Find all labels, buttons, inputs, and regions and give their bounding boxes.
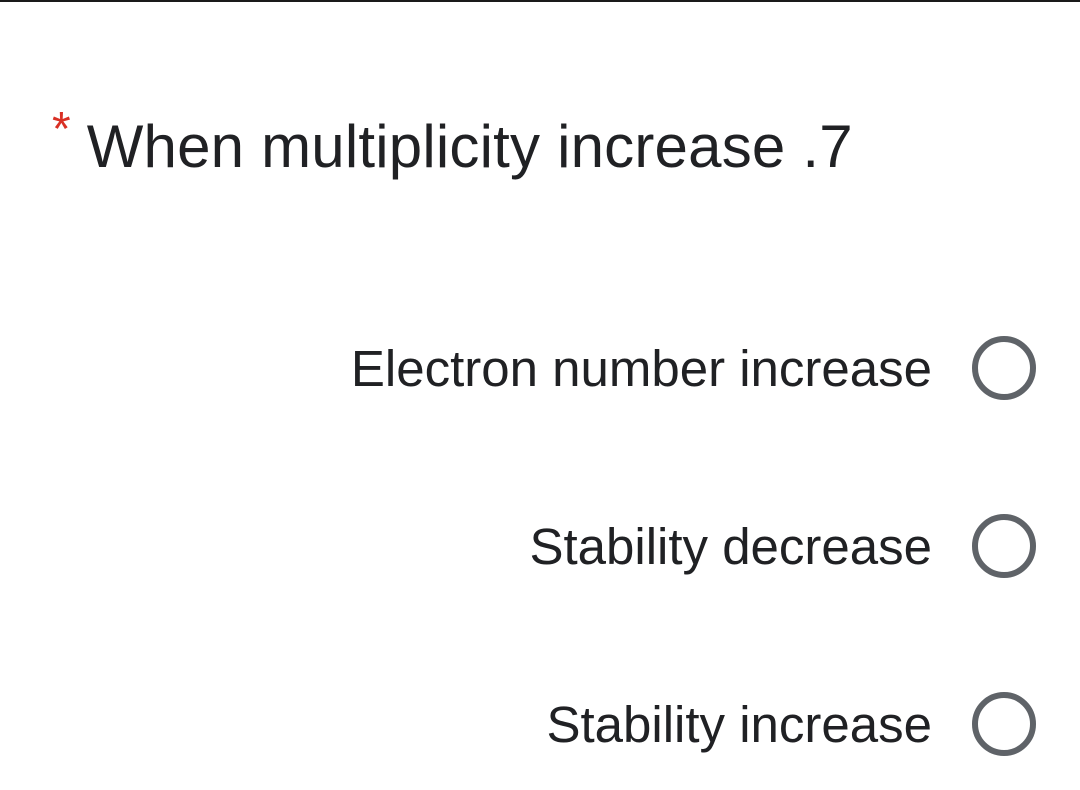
question-header — [52, 102, 1050, 192]
radio-button-icon[interactable] — [972, 692, 1036, 756]
radio-button-icon[interactable] — [972, 336, 1036, 400]
radio-options-group — [36, 320, 1036, 790]
option-stability-increase[interactable] — [36, 676, 1036, 772]
required-asterisk: * — [52, 103, 71, 156]
option-electron-number-increase[interactable] — [36, 320, 1036, 416]
question-title: When multiplicity increase .7 — [86, 113, 853, 180]
option-label[interactable]: Stability increase — [546, 695, 932, 753]
option-label[interactable]: Stability decrease — [529, 517, 932, 575]
top-divider — [0, 0, 1080, 2]
option-label[interactable]: Electron number increase — [350, 339, 932, 397]
option-stability-decrease[interactable] — [36, 498, 1036, 594]
radio-button-icon[interactable] — [972, 514, 1036, 578]
